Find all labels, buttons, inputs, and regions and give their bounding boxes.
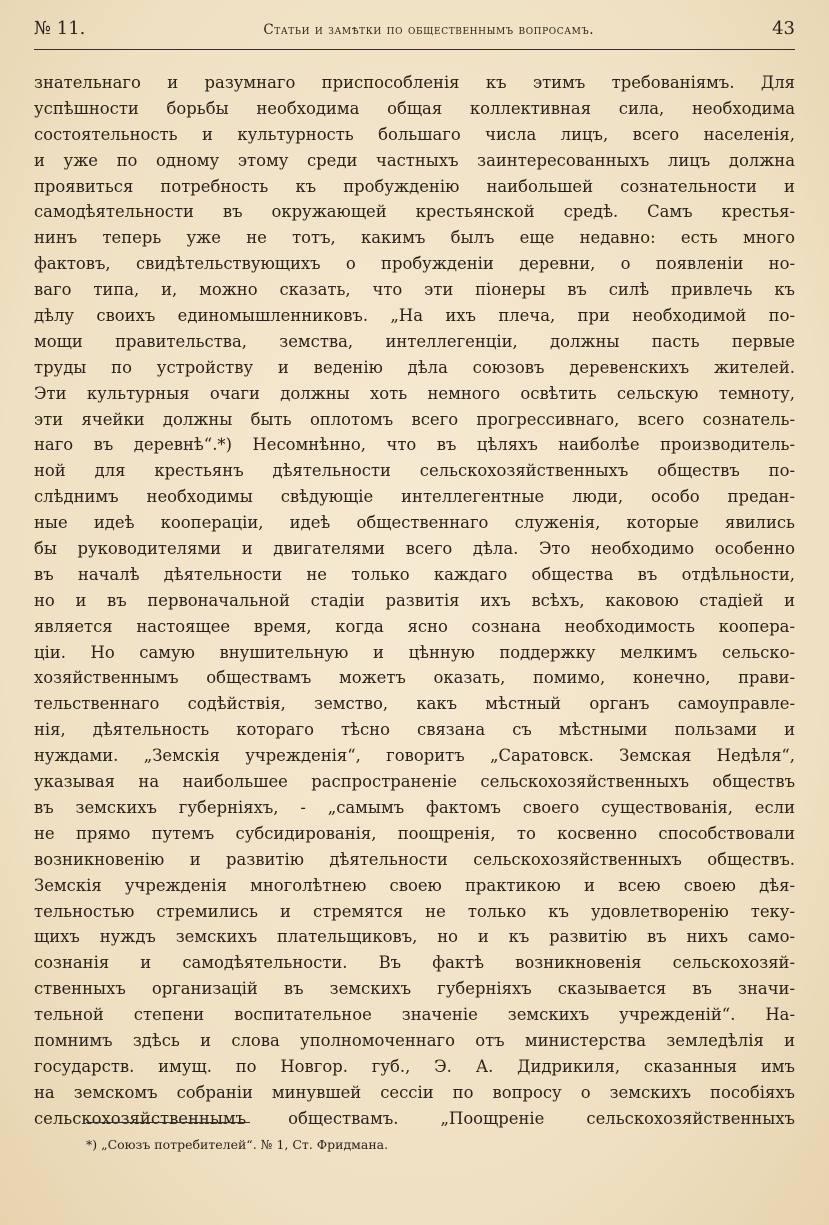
text-line: хозяйственнымъ обществамъ можетъ оказать, помимо, конечно, прави- xyxy=(34,668,795,688)
text-line: слѣднимъ необходимы свѣдующіе интеллегентные люди, особо предан- xyxy=(34,487,795,507)
text-line: эти ячейки должны быть оплотомъ всего прогрессивнаго, всего сознатель- xyxy=(34,409,795,429)
text-line: тельственнаго содѣйствія, земство, какъ мѣстный органъ самоуправле- xyxy=(34,694,795,714)
footnote: *) „Союзъ потребителей“. № 1, Ст. Фридмана. xyxy=(86,1137,389,1152)
text-line: бы руководителями и двигателями всего дѣла. Это необходимо особенно xyxy=(34,539,795,559)
text-line: наго въ деревнѣ“.*) Несомнѣнно, что въ цѣляхъ наиболѣе производитель- xyxy=(34,435,795,455)
text-line: тельностью стремились и стремятся не только къ удовлетворенію теку- xyxy=(34,901,795,921)
text-line: нія, дѣятельность котораго тѣсно связана съ мѣстными пользами и xyxy=(34,720,795,740)
text-line: труды по устройству и веденію дѣла союзовъ деревенскихъ жителей. xyxy=(34,357,795,377)
text-line: на земскомъ собраніи минувшей сессіи по вопросу о земскихъ пособіяхъ xyxy=(34,1082,795,1102)
page-number: 43 xyxy=(772,18,795,39)
text-line: ціи. Но самую внушительную и цѣнную поддержку мелкимъ сельско- xyxy=(34,642,795,662)
text-line: Земскія учрежденія многолѣтнею своею практикою и всею своею дѣя- xyxy=(34,875,795,895)
text-line: нуждами. „Земскія учрежденія“, говоритъ „Саратовск. Земская Недѣля“, xyxy=(34,746,795,766)
body-text xyxy=(34,70,795,1132)
text-line: проявиться потребность къ пробужденію наибольшей сознательности и xyxy=(34,176,795,196)
text-line: но и въ первоначальной стадіи развитія ихъ всѣхъ, каковою стадіей и xyxy=(34,590,795,610)
text-line: указывая на наибольшее распространеніе сельскохозяйственныхъ обществъ xyxy=(34,772,795,792)
running-title: Статьи и замѣтки по общественнымъ вопросамъ. xyxy=(263,22,595,38)
text-line: фактовъ, свидѣтельствующихъ о пробужденіи деревни, о появленіи но- xyxy=(34,254,795,274)
text-line: щихъ нуждъ земскихъ плательщиковъ, но и къ развитію въ нихъ само- xyxy=(34,927,795,947)
text-line: самодѣятельности въ окружающей крестьянской средѣ. Самъ крестья- xyxy=(34,202,795,222)
text-line: мощи правительства, земства, интеллегенціи, должны пасть первые xyxy=(34,331,795,351)
text-line: въ началѣ дѣятельности не только каждаго общества въ отдѣльности, xyxy=(34,564,795,584)
text-line: дѣлу своихъ единомышленниковъ. „На ихъ плеча, при необходимой по- xyxy=(34,306,795,326)
page-header xyxy=(34,18,795,48)
text-line: Эти культурныя очаги должны хоть немного освѣтить сельскую темноту, xyxy=(34,383,795,403)
text-line: въ земскихъ губерніяхъ, - „самымъ фактомъ своего существованія, если xyxy=(34,797,795,817)
text-line: возникновенію и развитію дѣятельности сельскохозяйственныхъ обществъ. xyxy=(34,849,795,869)
text-line: помнимъ здѣсь и слова уполномоченнаго отъ министерства земледѣлія и xyxy=(34,1030,795,1050)
text-line: ные идеѣ коопераціи, идеѣ общественнаго служенія, которые явились xyxy=(34,513,795,533)
text-line: является настоящее время, когда ясно сознана необходимость коопера- xyxy=(34,616,795,636)
text-line: нинъ теперь уже не тотъ, какимъ былъ еще недавно: есть много xyxy=(34,228,795,248)
text-line: не прямо путемъ субсидированія, поощренія, то косвенно способствовали xyxy=(34,823,795,843)
text-line: и уже по одному этому среди частныхъ заинтересованныхъ лицъ должна xyxy=(34,150,795,170)
issue-number: № 11. xyxy=(34,18,86,39)
text-line: государств. имущ. по Новгор. губ., Э. А. Дидрикиля, сказанныя имъ xyxy=(34,1056,795,1076)
text-line: ной для крестьянъ дѣятельности сельскохозяйственныхъ обществъ по- xyxy=(34,461,795,481)
text-line: тельной степени воспитательное значеніе земскихъ учрежденій“. На- xyxy=(34,1005,795,1025)
header-rule xyxy=(34,49,795,50)
text-line: ваго типа, и, можно сказать, что эти піонеры въ силѣ привлечь къ xyxy=(34,280,795,300)
text-line: знательнаго и разумнаго приспособленія къ этимъ требованіямъ. Для xyxy=(34,73,795,92)
text-line: сельскохозяйственнымъ обществамъ. „Поощреніе сельскохозяйственныхъ xyxy=(34,1108,795,1128)
text-line: успѣшности борьбы необходима общая коллективная сила, необходима xyxy=(34,98,795,118)
text-line: сознанія и самодѣятельности. Въ фактѣ возникновенія сельскохозяй- xyxy=(34,953,795,973)
footnote-rule xyxy=(86,1122,250,1123)
text-line: ственныхъ организацій въ земскихъ губерніяхъ сказывается въ значи- xyxy=(34,979,795,999)
text-line: состоятельность и культурность большаго числа лицъ, всего населенія, xyxy=(34,124,795,144)
